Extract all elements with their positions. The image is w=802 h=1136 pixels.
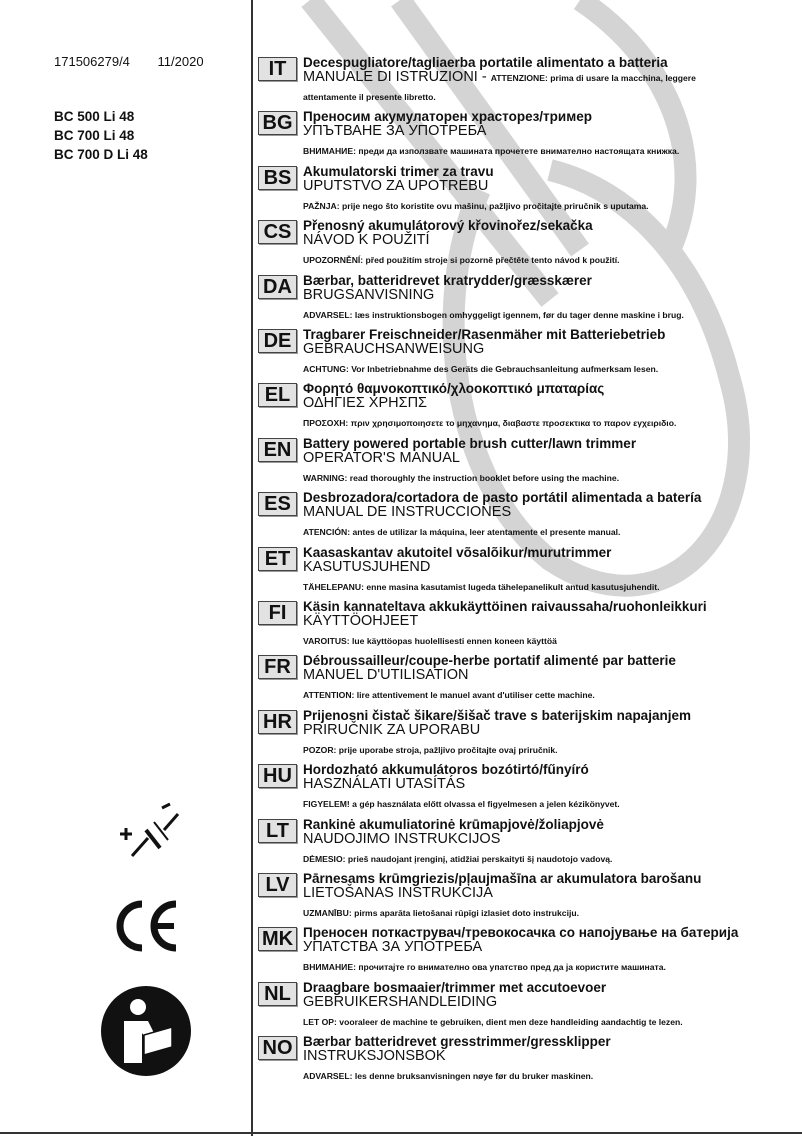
battery-symbol-icon — [112, 800, 192, 870]
manual-title: УПЪТВАНЕ ЗА УПОТРЕБА — [303, 123, 487, 140]
language-entry-hr — [258, 707, 798, 764]
language-badge: NL — [258, 982, 297, 1006]
warning-text: UZMANĪBU: pirms aparāta lietošanai rūpīgi izlasiet doto instrukciju. — [303, 908, 579, 918]
warning-text: ВНИМАНИЕ: преди да използвате машината прочетете внимателно настоящата книжка. — [303, 146, 680, 157]
product-title: Decespugliatore/tagliaerba portatile alimentato a batteria — [303, 55, 668, 70]
warning-text: ACHTUNG: Vor Inbetriebnahme des Geräts die Gebrauchsanleitung aufmerksam lesen. — [303, 364, 659, 374]
product-title: Преносим акумулаторен храсторез/тример — [303, 109, 592, 125]
product-title: Akumulatorski trimer za travu — [303, 163, 494, 179]
manual-title: INSTRUKSJONSBOK — [303, 1048, 446, 1065]
language-entry-es — [258, 492, 798, 546]
manual-title: GEBRUIKERSHANDLEIDING — [303, 993, 498, 1010]
manual-title: LIETOŠANAS INSTRUKCIJA — [303, 885, 493, 901]
manual-title: KÄYTTÖOHJEET — [303, 613, 419, 629]
warning-text: WARNING: read thoroughly the instruction booklet before using the machine. — [303, 472, 620, 483]
manual-title: PRIRUČNIK ZA UPORABU — [303, 721, 481, 738]
language-entry-no — [258, 1036, 798, 1090]
document-meta — [54, 54, 228, 69]
language-badge: IT — [258, 57, 297, 81]
manual-title: BRUGSANVISNING — [303, 286, 435, 303]
product-title: Přenosný akumulátorový křovinořez/sekačka — [303, 218, 593, 234]
manual-title-text: MANUALE DI ISTRUZIONI - — [303, 69, 491, 85]
product-title: Battery powered portable brush cutter/lawn trimmer — [303, 435, 637, 451]
language-entry-en — [258, 435, 798, 492]
manual-title — [303, 69, 696, 85]
bottom-rule — [0, 1132, 802, 1134]
product-title: Käsin kannateltava akkukäyttöinen raivaussaha/ruohonleikkuri — [303, 599, 707, 614]
language-entry-it — [258, 57, 798, 111]
language-badge: NO — [258, 1036, 297, 1060]
product-title: Desbrozadora/cortadora de pasto portátil alimentada a batería — [303, 490, 702, 506]
language-entry-nl — [258, 979, 798, 1036]
language-badge: CS — [258, 220, 297, 244]
manual-title: NÁVOD K POUŽITÍ — [303, 232, 430, 249]
language-entry-lv — [258, 873, 798, 927]
language-badge: EL — [258, 383, 297, 407]
language-entry-el — [258, 383, 798, 437]
language-entry-lt — [258, 816, 798, 873]
language-badge: ES — [258, 492, 297, 516]
manual-title: MANUAL DE INSTRUCCIONES — [303, 504, 512, 521]
language-badge: MK — [258, 927, 297, 951]
product-title: Pārnesams krūmgriezis/pļaujmašīna ar akumulatora barošanu — [303, 871, 702, 886]
language-badge: EN — [258, 438, 297, 462]
warning-text-continued: attentamente il presente libretto. — [303, 92, 436, 102]
product-title: Tragbarer Freischneider/Rasenmäher mit Batteriebetrieb — [303, 327, 666, 342]
product-title: Prijenosni čistač šikare/šišač trave s baterijskim napajanjem — [303, 707, 691, 723]
model-list — [54, 107, 148, 164]
warning-text: ADVARSEL: læs instruktionsbogen omhyggeligt igennem, før du tager denne maskine i brug. — [303, 309, 684, 320]
manual-title: HASZNÁLATI UTASÍTÁS — [303, 776, 466, 793]
language-badge: HU — [258, 764, 297, 788]
language-entry-cs — [258, 220, 798, 274]
language-badge: FI — [258, 601, 297, 625]
warning-text: ATTENTION: lire attentivement le manuel avant d'utiliser cette machine. — [303, 690, 595, 701]
warning-text: FIGYELEM! a gép használata előtt olvassa el figyelmesen a jelen kézikönyvet. — [303, 799, 620, 810]
language-badge: LV — [258, 873, 297, 897]
language-entry-fi — [258, 601, 798, 655]
ce-mark-icon — [112, 898, 184, 954]
language-entry-hu — [258, 764, 798, 818]
manual-title: UPUTSTVO ZA UPOTREBU — [303, 177, 489, 194]
language-entry-de — [258, 329, 798, 383]
warning-text: UPOZORNĚNÍ: před použitím stroje si pozorně přečtěte tento návod k použití. — [303, 255, 620, 266]
language-badge: BS — [258, 166, 297, 190]
product-title: Hordozható akkumulátoros bozótirtó/fűnyíró — [303, 762, 589, 778]
model-name: BC 700 D Li 48 — [54, 147, 148, 162]
warning-text: DĖMESIO: prieš naudojant įrenginį, atidžiai perskaityti šį naudotojo vadovą. — [303, 853, 613, 864]
language-entry-bs — [258, 163, 798, 220]
product-title: Bærbar, batteridrevet kratrydder/græsskærer — [303, 272, 592, 288]
warning-text: ATENCIÓN: antes de utilizar la máquina, leer atentamente el presente manual. — [303, 527, 621, 538]
manual-title: УПАТСТВА ЗА УПОТРЕБА — [303, 939, 483, 956]
language-entry-et — [258, 544, 798, 601]
product-title: Φορητό θαμνοκοπτικό/χλοοκοπτικό μπαταρίας — [303, 381, 605, 397]
language-entry-bg — [258, 111, 798, 165]
language-entry-fr — [258, 655, 798, 709]
warning-text: ВНИМАНИЕ: прочитајте го внимателно ова упатство пред да ја користите машината. — [303, 962, 666, 973]
language-badge: FR — [258, 655, 297, 679]
language-badge: HR — [258, 710, 297, 734]
language-badge: ET — [258, 547, 297, 571]
language-badge: LT — [258, 819, 297, 843]
manual-title: OPERATOR'S MANUAL — [303, 449, 460, 466]
product-title: Преносен поткаструвач/тревокосачка со напојување на батерија — [303, 925, 739, 941]
model-name: BC 700 Li 48 — [54, 128, 135, 143]
warning-text: POZOR: prije uporabe stroja, pažljivo pročitajte ovaj priručnik. — [303, 744, 558, 755]
product-title: Rankinė akumuliatorinė krūmapjovė/žoliapjovė — [303, 816, 604, 832]
warning-text: ATTENZIONE: prima di usare la macchina, leggere — [490, 73, 696, 83]
document-date: 11/2020 — [157, 54, 204, 69]
product-title: Bærbar batteridrevet gresstrimmer/gressklipper — [303, 1034, 611, 1050]
manual-title: NAUDOJIMO INSTRUKCIJOS — [303, 830, 501, 847]
document-code: 171506279/4 — [54, 54, 130, 69]
warning-text: TÄHELEPANU: enne masina kasutamist lugeda tähelepanelikult antud kasutusjuhendit. — [303, 581, 660, 592]
warning-text: ΠΡΟΣΟΧΗ: πριν χρησιμοποιησετε το μηχανημα, διαβαστε προσεκτικα το παρον εγχειριδιο. — [303, 418, 677, 429]
language-entry-da — [258, 272, 798, 329]
product-title: Kaasaskantav akutoitel võsalõikur/murutrimmer — [303, 544, 612, 560]
read-manual-icon — [100, 985, 192, 1077]
warning-text: LET OP: vooraleer de machine te gebruiken, dient men deze handleiding aandachtig te lezen. — [303, 1016, 683, 1027]
product-title: Draagbare bosmaaier/trimmer met accutoevoer — [303, 979, 607, 995]
language-badge: DA — [258, 275, 297, 299]
language-entry-mk — [258, 927, 798, 981]
language-badge: BG — [258, 111, 297, 135]
manual-title: MANUEL D'UTILISATION — [303, 667, 469, 684]
warning-text: PAŽNJA: prije nego što koristite ovu mašinu, pažljivo pročitajte priručnik s uputama. — [303, 200, 649, 211]
warning-text: VAROITUS: lue käyttöopas huolellisesti ennen koneen käyttöä — [303, 636, 557, 646]
manual-title: GEBRAUCHSANWEISUNG — [303, 341, 485, 357]
manual-title: ΟΔΗΓΙΕΣ ΧΡΗΣΠΣ — [303, 395, 428, 412]
warning-text: ADVARSEL: les denne bruksanvisningen nøye før du bruker maskinen. — [303, 1071, 594, 1082]
manual-title: KASUTUSJUHEND — [303, 558, 431, 575]
column-divider — [251, 0, 253, 1136]
model-name: BC 500 Li 48 — [54, 109, 135, 124]
product-title: Débroussailleur/coupe-herbe portatif alimenté par batterie — [303, 653, 676, 669]
language-badge: DE — [258, 329, 297, 353]
